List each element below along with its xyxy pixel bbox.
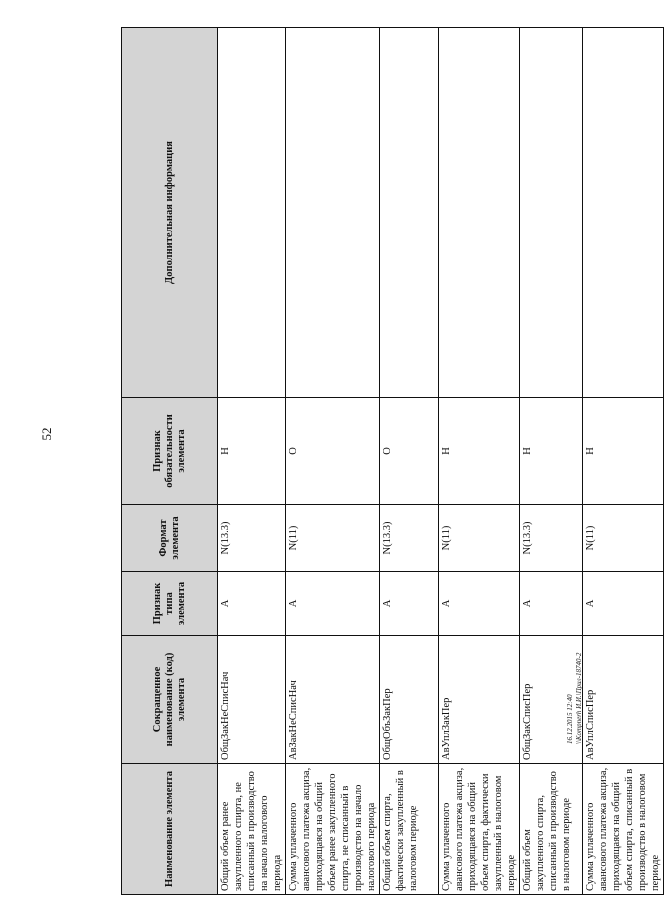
table-row: [286, 28, 380, 895]
cell-code: ОбщЗакНеСписНач: [218, 636, 286, 764]
cell-type: А: [286, 572, 380, 636]
cell-type: А: [380, 572, 439, 636]
header-element-required: Признак обязательности элемента: [122, 398, 218, 505]
cell-type: А: [583, 572, 664, 636]
cell-format: N(13.3): [218, 505, 286, 572]
cell-required: Н: [583, 398, 664, 505]
cell-info: [286, 28, 380, 398]
cell-name: Сумма уплаченного авансового платежа акциза, приходящаяся на общий объем спирта, фактически закупленный в налоговом периоде: [439, 764, 520, 895]
page-number: 52: [39, 427, 54, 441]
cell-name: Общий объем спирта, фактически закупленный в налоговом периоде: [380, 764, 439, 895]
cell-info: [380, 28, 439, 398]
cell-code: АвУплСписПер: [583, 636, 664, 764]
table-row: [218, 28, 286, 895]
cell-type: А: [439, 572, 520, 636]
cell-type: А: [520, 572, 583, 636]
cell-type: А: [218, 572, 286, 636]
table-row: [520, 28, 583, 895]
cell-required: О: [286, 398, 380, 505]
cell-code: АвУплЗакПер: [439, 636, 520, 764]
cell-required: Н: [439, 398, 520, 505]
cell-info: [583, 28, 664, 398]
cell-name: Сумма уплаченного авансового платежа акциза, приходящаяся на общий объем ранее закупленного спирта, не списанный в производство на начало налогового периода: [286, 764, 380, 895]
header-element-format: Формат элемента: [122, 505, 218, 572]
cell-info: [439, 28, 520, 398]
table-row: [583, 28, 664, 895]
header-element-type: Признак типа элемента: [122, 572, 218, 636]
header-element-code: Сокращенное наименование (код) элемента: [122, 636, 218, 764]
elements-table: [121, 27, 664, 895]
cell-code: АвЗакНеСписНач: [286, 636, 380, 764]
cell-required: О: [380, 398, 439, 505]
cell-required: Н: [218, 398, 286, 505]
cell-format: N(13.3): [380, 505, 439, 572]
table-row: [439, 28, 520, 895]
cell-code: ОбщОбъЗакПер: [380, 636, 439, 764]
header-additional-info: Дополнительная информация: [122, 28, 218, 398]
cell-info: [218, 28, 286, 398]
cell-name: Общий объем ранее закупленного спирта, не списанный в производство на начало налогового периода: [218, 764, 286, 895]
footer-timestamp: 16.12.2015 12:40: [566, 694, 574, 744]
table-row: [380, 28, 439, 895]
cell-format: N(11): [439, 505, 520, 572]
cell-required: Н: [520, 398, 583, 505]
cell-format: N(11): [286, 505, 380, 572]
cell-format: N(13.3): [520, 505, 583, 572]
header-element-name: Наименование элемента: [122, 764, 218, 895]
cell-name: Общий объем закупленного спирта, списанный в производство в налоговом периоде: [520, 764, 583, 895]
footer-file-path: \\Kompnerh И.И.\Прил-18740-2: [575, 652, 583, 744]
table-header-row: [122, 28, 218, 895]
cell-info: [520, 28, 583, 398]
cell-name: Сумма уплаченного авансового платежа акциза, приходящаяся на общий объем спирта, списанный в производство в налоговом периоде: [583, 764, 664, 895]
cell-code: ОбщЗакСписПер: [520, 636, 583, 764]
cell-format: N(11): [583, 505, 664, 572]
